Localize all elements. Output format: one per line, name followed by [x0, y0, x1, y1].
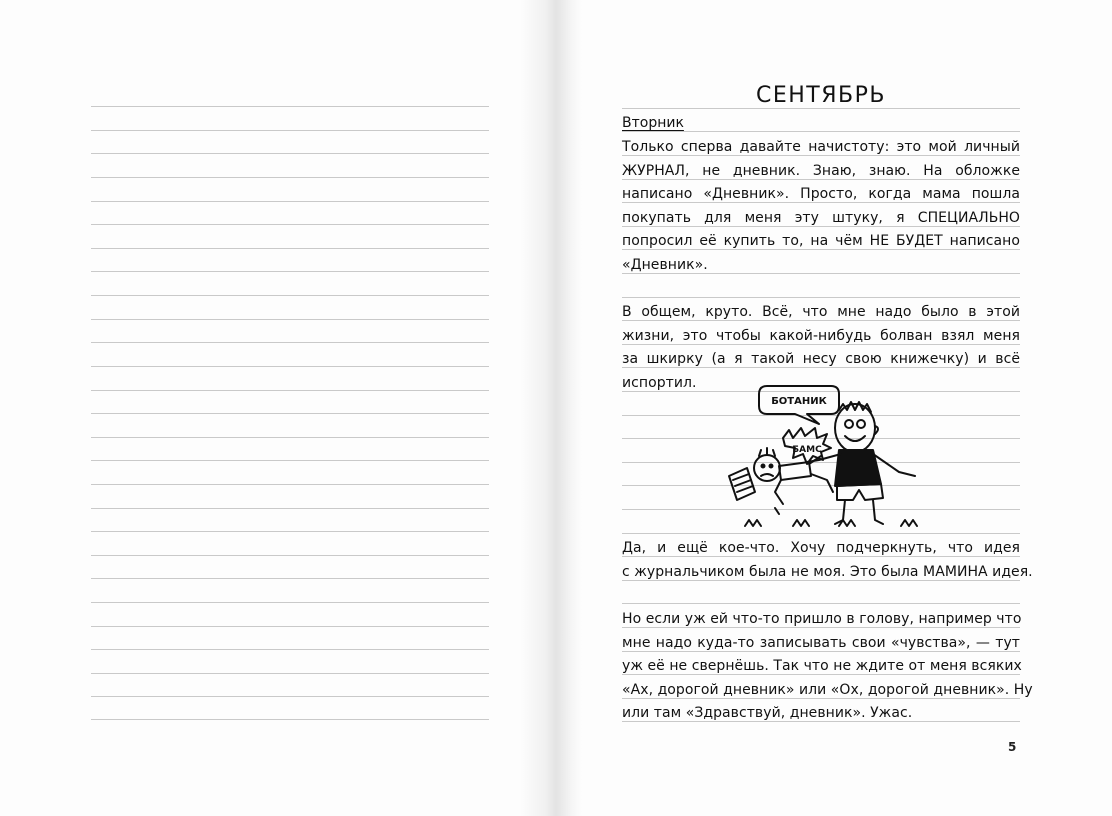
speech-bubble-text: БОТАНИК — [771, 396, 827, 407]
text-line: испортил. — [622, 375, 697, 391]
ruled-line — [91, 460, 489, 461]
sound-effect-text: БАМС — [792, 445, 822, 455]
page-title: СЕНТЯБРЬ — [756, 83, 886, 108]
text-line: покупать для меня эту штуку, я СПЕЦИАЛЬНО — [622, 210, 1020, 226]
page-number: 5 — [1008, 740, 1017, 754]
ruled-line — [91, 224, 489, 225]
book-gutter-shadow-left — [520, 0, 556, 816]
book-gutter-shadow-right — [556, 0, 582, 816]
bully-head — [835, 404, 875, 452]
text-line: уж её не свернёшь. Так что не ждите от меня всяких — [622, 658, 1022, 674]
kid-body — [779, 462, 811, 480]
ruled-line — [91, 531, 489, 532]
text-line: жизни, это чтобы какой-нибудь болван взял меня — [622, 328, 1020, 344]
ruled-line — [91, 626, 489, 627]
ruled-line — [622, 603, 1020, 604]
text-line: Но если уж ей что-то пришло в голову, например что — [622, 611, 1022, 627]
ruled-line — [91, 578, 489, 579]
ruled-line — [622, 297, 1020, 298]
ruled-line — [91, 342, 489, 343]
cartoon-illustration — [715, 380, 945, 532]
text-line: за шкирку (а я такой несу свою книжечку) и всё — [622, 351, 1020, 367]
ruled-line — [91, 602, 489, 603]
ruled-line — [91, 271, 489, 272]
ruled-line — [91, 153, 489, 154]
ruled-line — [91, 673, 489, 674]
ruled-line — [91, 130, 489, 131]
ruled-line — [91, 555, 489, 556]
text-line: мне надо куда-то записывать свои «чувства», — тут — [622, 635, 1020, 651]
ruled-line — [91, 177, 489, 178]
text-line: Только сперва давайте начистоту: это мой личный — [622, 139, 1020, 155]
ruled-line — [91, 649, 489, 650]
text-line: Да, и ещё кое-что. Хочу подчеркнуть, что идея — [622, 540, 1020, 556]
ruled-line — [622, 533, 1020, 534]
kid-head — [754, 455, 780, 481]
text-line: «Дневник». — [622, 257, 708, 273]
text-line: «Ах, дорогой дневник» или «Ох, дорогой дневник». Ну — [622, 682, 1033, 698]
ruled-line — [91, 484, 489, 485]
ruled-line — [91, 508, 489, 509]
ruled-line — [91, 295, 489, 296]
text-line: или там «Здравствуй, дневник». Ужас. — [622, 705, 913, 721]
text-line: ЖУРНАЛ, не дневник. Знаю, знаю. На обложке — [622, 163, 1020, 179]
ruled-line — [91, 390, 489, 391]
ruled-line — [91, 201, 489, 202]
text-line: с журнальчиком была не моя. Это была МАМИНА идея. — [622, 564, 1033, 580]
entry-day-heading: Вторник — [622, 115, 684, 131]
ruled-line — [91, 719, 489, 720]
ruled-line — [91, 437, 489, 438]
ruled-line — [91, 366, 489, 367]
ruled-line — [91, 696, 489, 697]
ruled-line — [91, 248, 489, 249]
text-line: написано «Дневник». Просто, когда мама пошла — [622, 186, 1020, 202]
text-line: В общем, круто. Всё, что мне надо было в этой — [622, 304, 1020, 320]
text-line: попросил её купить то, на чём НЕ БУДЕТ написано — [622, 233, 1020, 249]
ruled-line — [91, 106, 489, 107]
ruled-line — [91, 319, 489, 320]
ruled-line — [91, 413, 489, 414]
